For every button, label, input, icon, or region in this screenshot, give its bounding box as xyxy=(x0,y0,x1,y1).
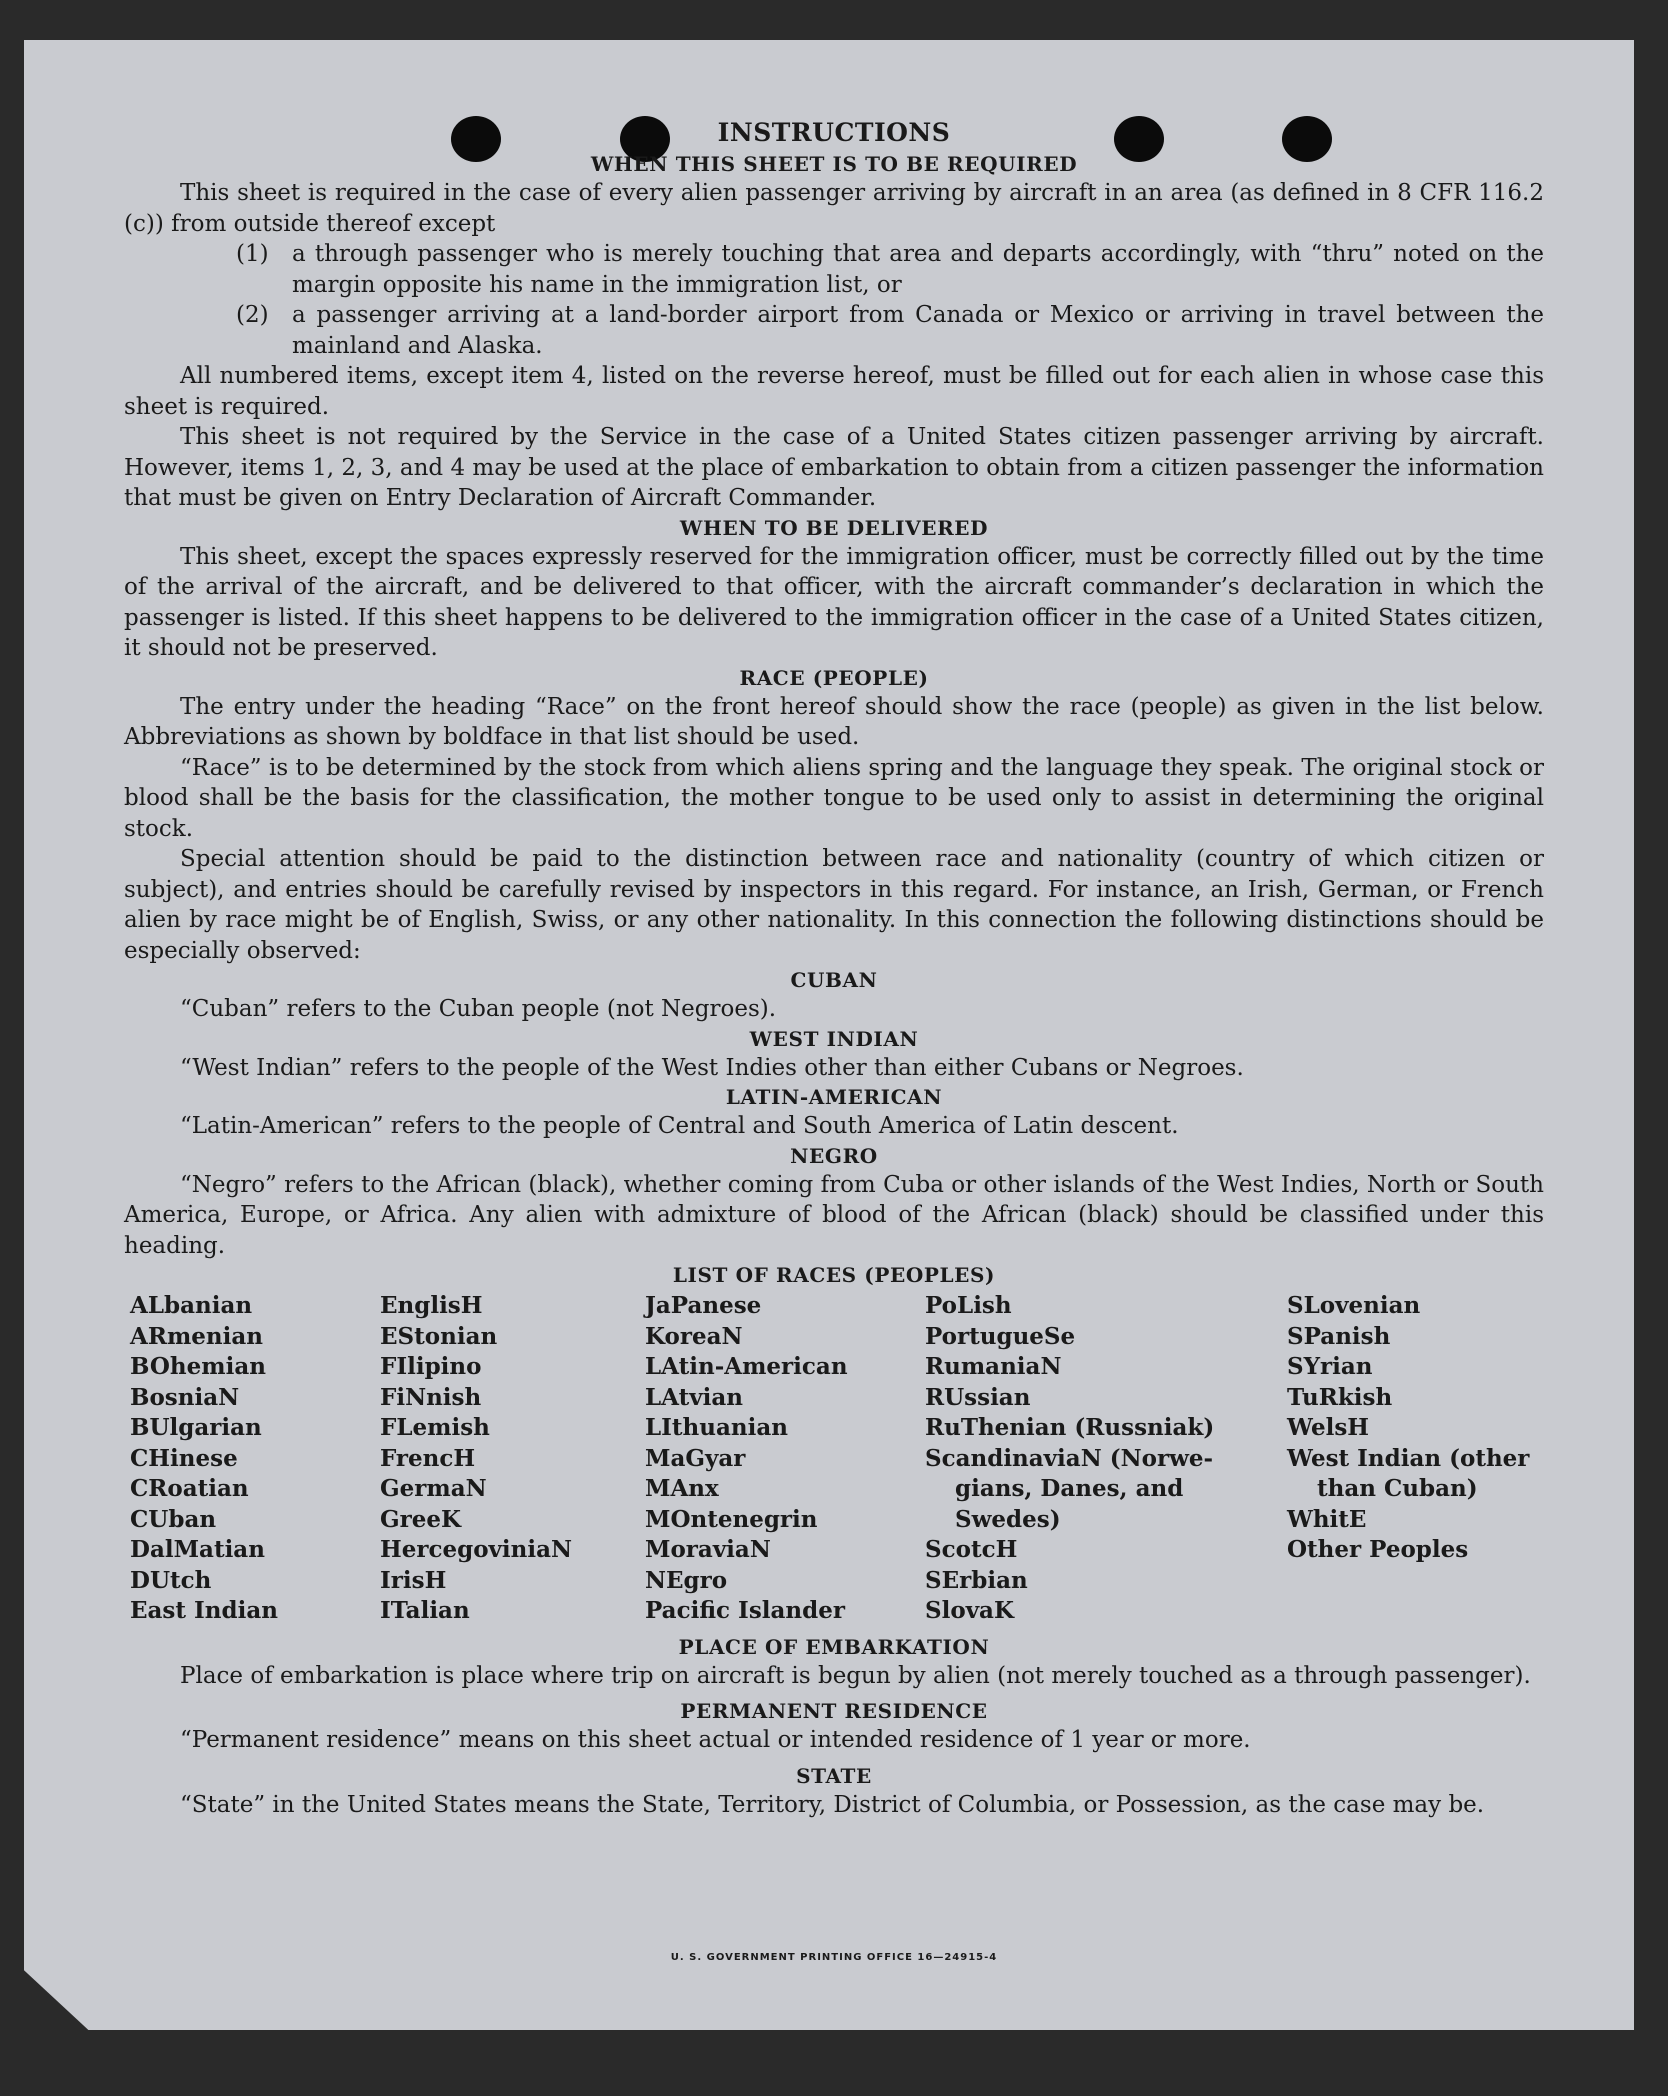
paragraph-citizen: This sheet is not required by the Service in the case of a United States citizen passenger arriving by aircraft. However, items 1, 2, 3, and 4 may be used at the place of embarkation to obtain from a citizen passenger the information that must be given on Entry Declaration of Aircraft Commander. xyxy=(124,424,1544,511)
race-entry: CHinese xyxy=(130,1444,238,1472)
race-entry: SlovaK xyxy=(925,1597,1014,1624)
race-entry: MAnx xyxy=(645,1475,719,1502)
race-entry: TuRkish xyxy=(1287,1383,1393,1411)
race-entry: BUlgarian xyxy=(130,1414,262,1441)
heading-negro: NEGRO xyxy=(790,1143,878,1168)
definition-latin-american: “Latin-American” refers to the people of Central and South America of Latin descent. xyxy=(180,1113,1179,1139)
race-entry: LAtin-American xyxy=(645,1353,848,1380)
race-entry: MaGyar xyxy=(645,1444,746,1472)
definition-residence: “Permanent residence” means on this sheet actual or intended residence of 1 year or more. xyxy=(180,1727,1251,1753)
definition-west-indian: “West Indian” refers to the people of the West Indies other than either Cubans or Negroes. xyxy=(180,1054,1244,1081)
race-entry: ScotcH xyxy=(925,1536,1018,1563)
race-entry: FLemish xyxy=(380,1414,490,1441)
paragraph-race-nationality: Special attention should be paid to the distinction between race and nationality (country of which citizen or subject), and entries should be carefully revised by inspectors in this regard. For instance, an Irish, German, or French alien by race might be of English, Swiss, or any other nationality. In this connection the following distinctions should be especially observed: xyxy=(124,846,1544,964)
races-column xyxy=(645,1291,925,1627)
exception-text: a passenger arriving at a land-border airport from Canada or Mexico or arriving in travel between the mainland and Alaska. xyxy=(292,302,1544,359)
race-entry: SLovenian xyxy=(1287,1292,1421,1319)
heading-cuban: CUBAN xyxy=(790,968,878,992)
definition-cuban: “Cuban” refers to the Cuban people (not Negroes). xyxy=(180,996,777,1022)
exception-text: a through passenger who is merely touching that area and departs accordingly, with “thru” noted on the margin opposite his name in the immigration list, or xyxy=(292,241,1544,298)
race-entry: ARmenian xyxy=(130,1322,264,1350)
race-entry: CRoatian xyxy=(130,1475,249,1502)
race-entry: Pacific Islander xyxy=(645,1597,845,1624)
race-entry: FrencH xyxy=(380,1444,476,1472)
race-entry: WhitE xyxy=(1287,1505,1367,1533)
heading-when-required: WHEN THIS SHEET IS TO BE REQUIRED xyxy=(590,152,1078,176)
race-entry: KoreaN xyxy=(645,1322,743,1350)
race-entry: CUban xyxy=(130,1505,217,1533)
race-entry: BosniaN xyxy=(130,1383,240,1411)
race-entry: EnglisH xyxy=(380,1292,483,1319)
race-entry: West Indian (other xyxy=(1287,1444,1530,1472)
race-entry: Other Peoples xyxy=(1287,1536,1469,1563)
race-entry: SYrian xyxy=(1287,1353,1373,1380)
exception-item xyxy=(124,300,1544,361)
race-entry-continued: Swedes) xyxy=(955,1505,1061,1533)
definition-embarkation: Place of embarkation is place where trip on aircraft is begun by alien (not merely touched as a through passenger). xyxy=(180,1662,1531,1689)
heading-when-delivered: WHEN TO BE DELIVERED xyxy=(679,515,989,540)
paragraph-numbered-items: All numbered items, except item 4, listed on the reverse hereof, must be filled out for each alien in whose case this sheet is required. xyxy=(124,363,1544,420)
race-entry: FIlipino xyxy=(380,1353,482,1380)
race-entry: MOntenegrin xyxy=(645,1505,818,1533)
heading-west-indian: WEST INDIAN xyxy=(749,1026,919,1051)
exception-number: (2) xyxy=(236,302,269,328)
race-entry: MoraviaN xyxy=(645,1536,771,1563)
printing-office-footer: U. S. GOVERNMENT PRINTING OFFICE 16—24915-4 xyxy=(670,1952,998,1963)
race-entry: RumaniaN xyxy=(925,1353,1062,1380)
paragraph-race-entry: The entry under the heading “Race” on the front hereof should show the race (people) as given in the list below. Abbreviations as shown by boldface in that list should be used. xyxy=(124,693,1544,750)
heading-state: STATE xyxy=(796,1763,872,1788)
race-entry: DalMatian xyxy=(130,1536,265,1563)
race-entry: HercegoviniaN xyxy=(380,1536,573,1563)
heading-race: RACE (PEOPLE) xyxy=(739,665,929,690)
instructions-content xyxy=(124,118,1544,1820)
race-entry: LIthuanian xyxy=(645,1414,788,1441)
heading-latin-american: LATIN-AMERICAN xyxy=(725,1085,943,1109)
paragraph-required-intro: This sheet is required in the case of every alien passenger arriving by aircraft in an area (as defined in 8 CFR 116.2 (c)) from outside thereof except xyxy=(124,180,1544,237)
race-entry: ALbanian xyxy=(130,1292,253,1319)
paragraph-race-stock: “Race” is to be determined by the stock from which aliens spring and the language they speak. The original stock or blood shall be the basis for the classification, the mother tongue to be used only to assist in determining the original stock. xyxy=(124,754,1544,842)
heading-place-of-embarkation: PLACE OF EMBARKATION xyxy=(678,1634,990,1659)
races-column xyxy=(130,1291,380,1627)
race-entry: PortugueSe xyxy=(925,1322,1076,1350)
race-entry: JaPanese xyxy=(645,1292,762,1319)
race-entry: RUssian xyxy=(925,1383,1031,1411)
races-column xyxy=(925,1291,1287,1627)
definition-negro: “Negro” refers to the African (black), whether coming from Cuba or other islands of the West Indies, North or South America, Europe, or Africa. Any alien with admixture of blood of the African (black) should be classified under this heading. xyxy=(124,1171,1544,1259)
race-entry: FiNnish xyxy=(380,1383,482,1411)
heading-list-of-races: LIST OF RACES (PEOPLES) xyxy=(672,1263,996,1287)
race-entry: WelsH xyxy=(1287,1414,1370,1441)
exception-item xyxy=(124,239,1544,300)
races-column xyxy=(1287,1291,1550,1627)
race-entry: PoLish xyxy=(925,1292,1012,1319)
races-list xyxy=(124,1291,1544,1627)
race-entry: BOhemian xyxy=(130,1353,266,1380)
race-entry: GreeK xyxy=(380,1505,462,1533)
race-entry: IrisH xyxy=(380,1566,447,1594)
race-entry: ScandinaviaN (Norwe- xyxy=(925,1444,1214,1472)
race-entry: ITalian xyxy=(380,1597,470,1624)
races-column xyxy=(380,1291,645,1627)
race-entry: RuThenian (Russniak) xyxy=(925,1414,1215,1441)
race-entry: GermaN xyxy=(380,1475,487,1502)
race-entry: DUtch xyxy=(130,1566,212,1594)
race-entry: SPanish xyxy=(1287,1322,1391,1350)
heading-permanent-residence: PERMANENT RESIDENCE xyxy=(680,1699,988,1723)
race-entry: EStonian xyxy=(380,1322,498,1350)
definition-state: “State” in the United States means the State, Territory, District of Columbia, or Possession, as the case may be. xyxy=(180,1791,1485,1818)
race-entry: LAtvian xyxy=(645,1383,743,1411)
paragraph-delivery: This sheet, except the spaces expressly reserved for the immigration officer, must be correctly filled out by the time of the arrival of the aircraft, and be delivered to that officer, with the aircraft commander’s declaration in which the passenger is listed. If this sheet happens to be delivered to the immigration officer in the case of a United States citizen, it should not be preserved. xyxy=(124,543,1544,661)
race-entry-continued: than Cuban) xyxy=(1317,1475,1478,1502)
page-title: INSTRUCTIONS xyxy=(717,118,951,147)
exception-number: (1) xyxy=(236,241,269,267)
race-entry: SErbian xyxy=(925,1566,1028,1594)
race-entry-continued: gians, Danes, and xyxy=(955,1475,1184,1502)
race-entry: NEgro xyxy=(645,1566,728,1594)
race-entry: East Indian xyxy=(130,1597,278,1624)
